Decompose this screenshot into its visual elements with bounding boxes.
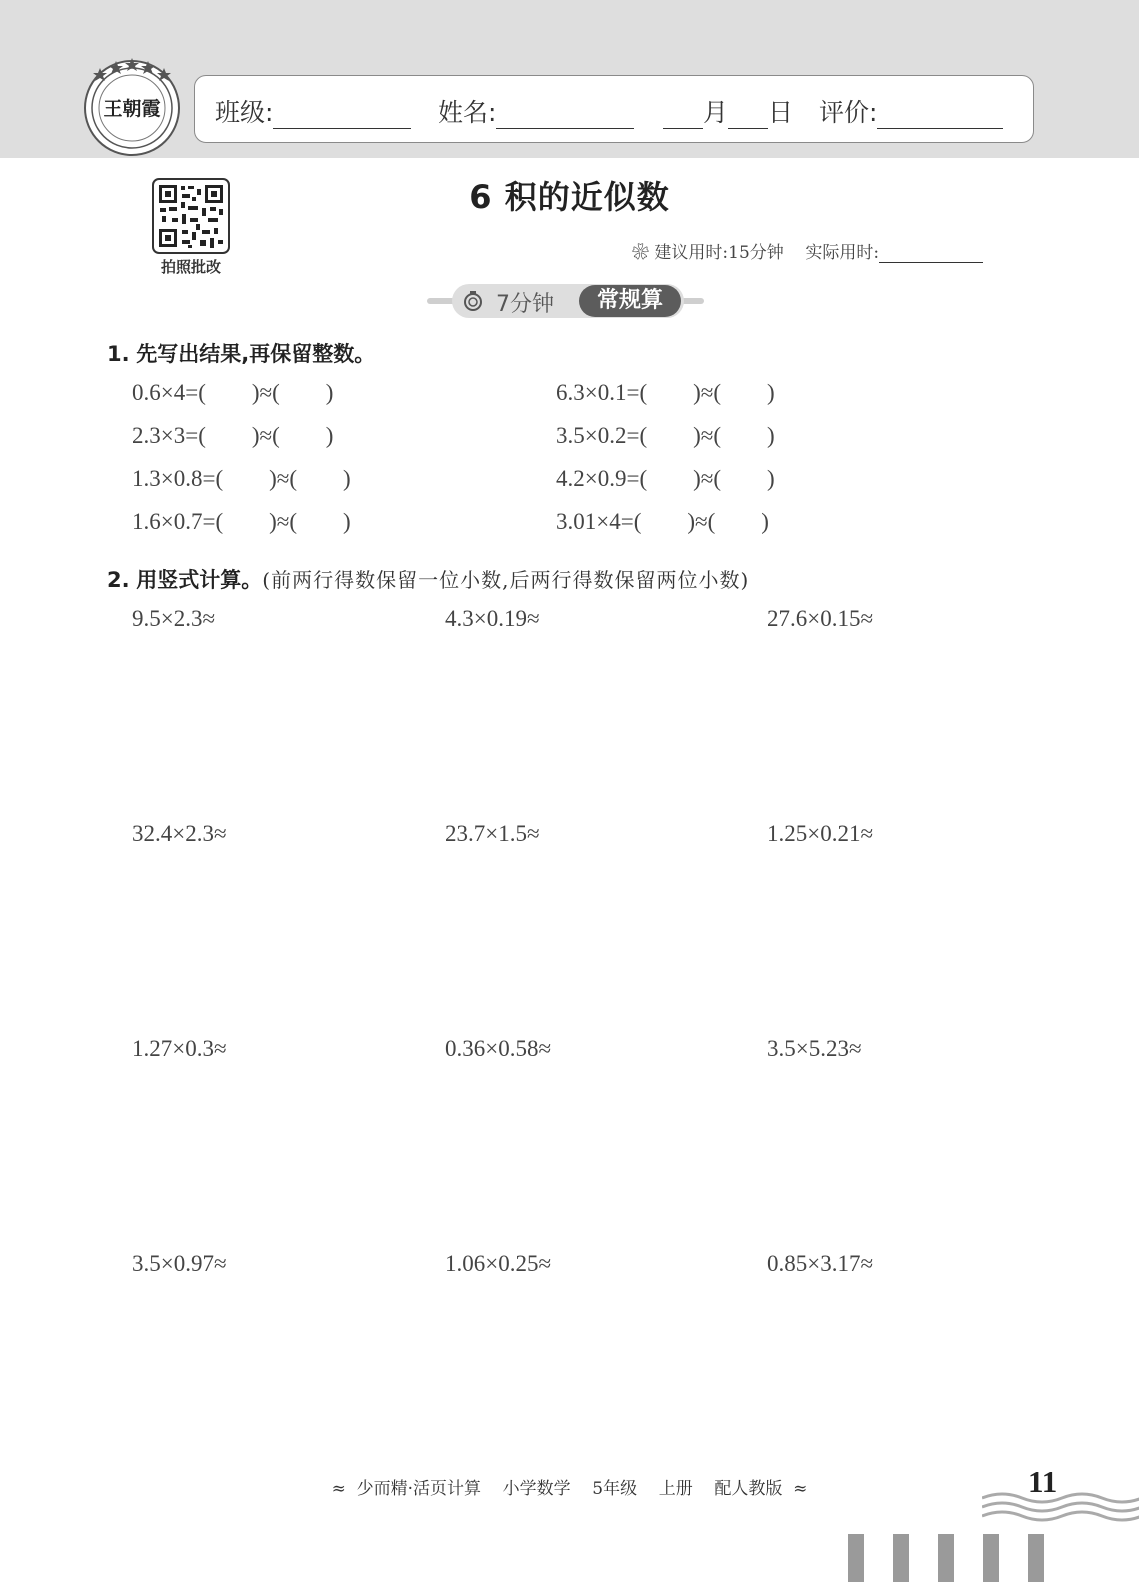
q2-problem[interactable]: 3.5×5.23≈ [767,1036,862,1061]
footer-text: ≈ 少而精·活页计算 小学数学 5年级 上册 配人教版 ≈ [331,1479,808,1499]
day-blank[interactable] [728,102,768,129]
rating-blank[interactable] [877,102,1003,129]
q2-problem[interactable]: 23.7×1.5≈ [445,821,540,846]
q2-problem[interactable]: 1.25×0.21≈ [767,821,874,846]
q2-problem[interactable]: 0.36×0.58≈ [445,1036,552,1061]
section-banner [452,284,684,318]
q1-item[interactable]: 1.3×0.8=( )≈( ) [132,466,351,491]
q2-problem[interactable]: 3.5×0.97≈ [132,1251,227,1276]
day-label: 日 [768,98,794,127]
q1-item[interactable]: 4.2×0.9=( )≈( ) [556,466,775,491]
actual-time-label: 实际用时: [805,243,880,263]
q1-number: 1. [107,342,130,366]
banner-tag: 常规算 [579,285,681,317]
q1-heading [107,338,375,368]
q2-problem[interactable]: 4.3×0.19≈ [445,606,540,631]
name-label: 姓名: [438,98,497,127]
student-info-box [194,75,1034,143]
q1-item[interactable]: 6.3×0.1=( )≈( ) [556,380,775,405]
class-field [215,93,411,129]
month-label: 月 [703,98,729,127]
suggested-time: 建议用时:15分钟 [654,243,784,263]
q2-problem[interactable]: 0.85×3.17≈ [767,1251,874,1276]
flower-icon: ❀ [632,243,649,263]
timing-line [632,238,983,263]
wave-decoration [982,1486,1139,1526]
q2-problem[interactable]: 32.4×2.3≈ [132,821,227,846]
q2-problem[interactable]: 9.5×2.3≈ [132,606,216,631]
q1-item[interactable]: 1.6×0.7=( )≈( ) [132,509,351,534]
q1-item[interactable]: 2.3×3=( )≈( ) [132,423,334,448]
rating-label: 评价: [819,98,878,127]
month-blank[interactable] [663,102,703,129]
actual-time-blank[interactable] [879,242,983,263]
q2-problem[interactable]: 1.06×0.25≈ [445,1251,552,1276]
date-field [663,93,793,129]
q1-text: 先写出结果,再保留整数。 [136,342,376,366]
q2-problem[interactable]: 1.27×0.3≈ [132,1036,227,1061]
publisher-logo [82,58,182,158]
q2-number: 2. [107,568,130,592]
q1-item[interactable]: 3.5×0.2=( )≈( ) [556,423,775,448]
page-number: 11 [1028,1464,1058,1499]
stopwatch-icon [462,290,484,312]
name-field [438,93,634,129]
class-blank[interactable] [273,102,411,129]
q2-text: 用竖式计算。 [136,568,263,592]
edge-bars-decoration [848,1534,1139,1582]
q1-item[interactable]: 0.6×4=( )≈( ) [132,380,334,405]
banner-minutes: 7分钟 [496,292,554,317]
q2-problem[interactable]: 27.6×0.15≈ [767,606,874,631]
name-blank[interactable] [496,102,634,129]
rating-field [819,93,1003,129]
page-title: 6 积的近似数 [469,178,670,216]
q2-note: (前两行得数保留一位小数,后两行得数保留两位小数) [262,568,750,592]
q1-item[interactable]: 3.01×4=( )≈( ) [556,509,769,534]
q2-heading [107,564,749,594]
qr-label: 拍照批改 [160,258,221,276]
logo-text: 王朝霞 [103,98,161,120]
class-label: 班级: [215,98,274,127]
